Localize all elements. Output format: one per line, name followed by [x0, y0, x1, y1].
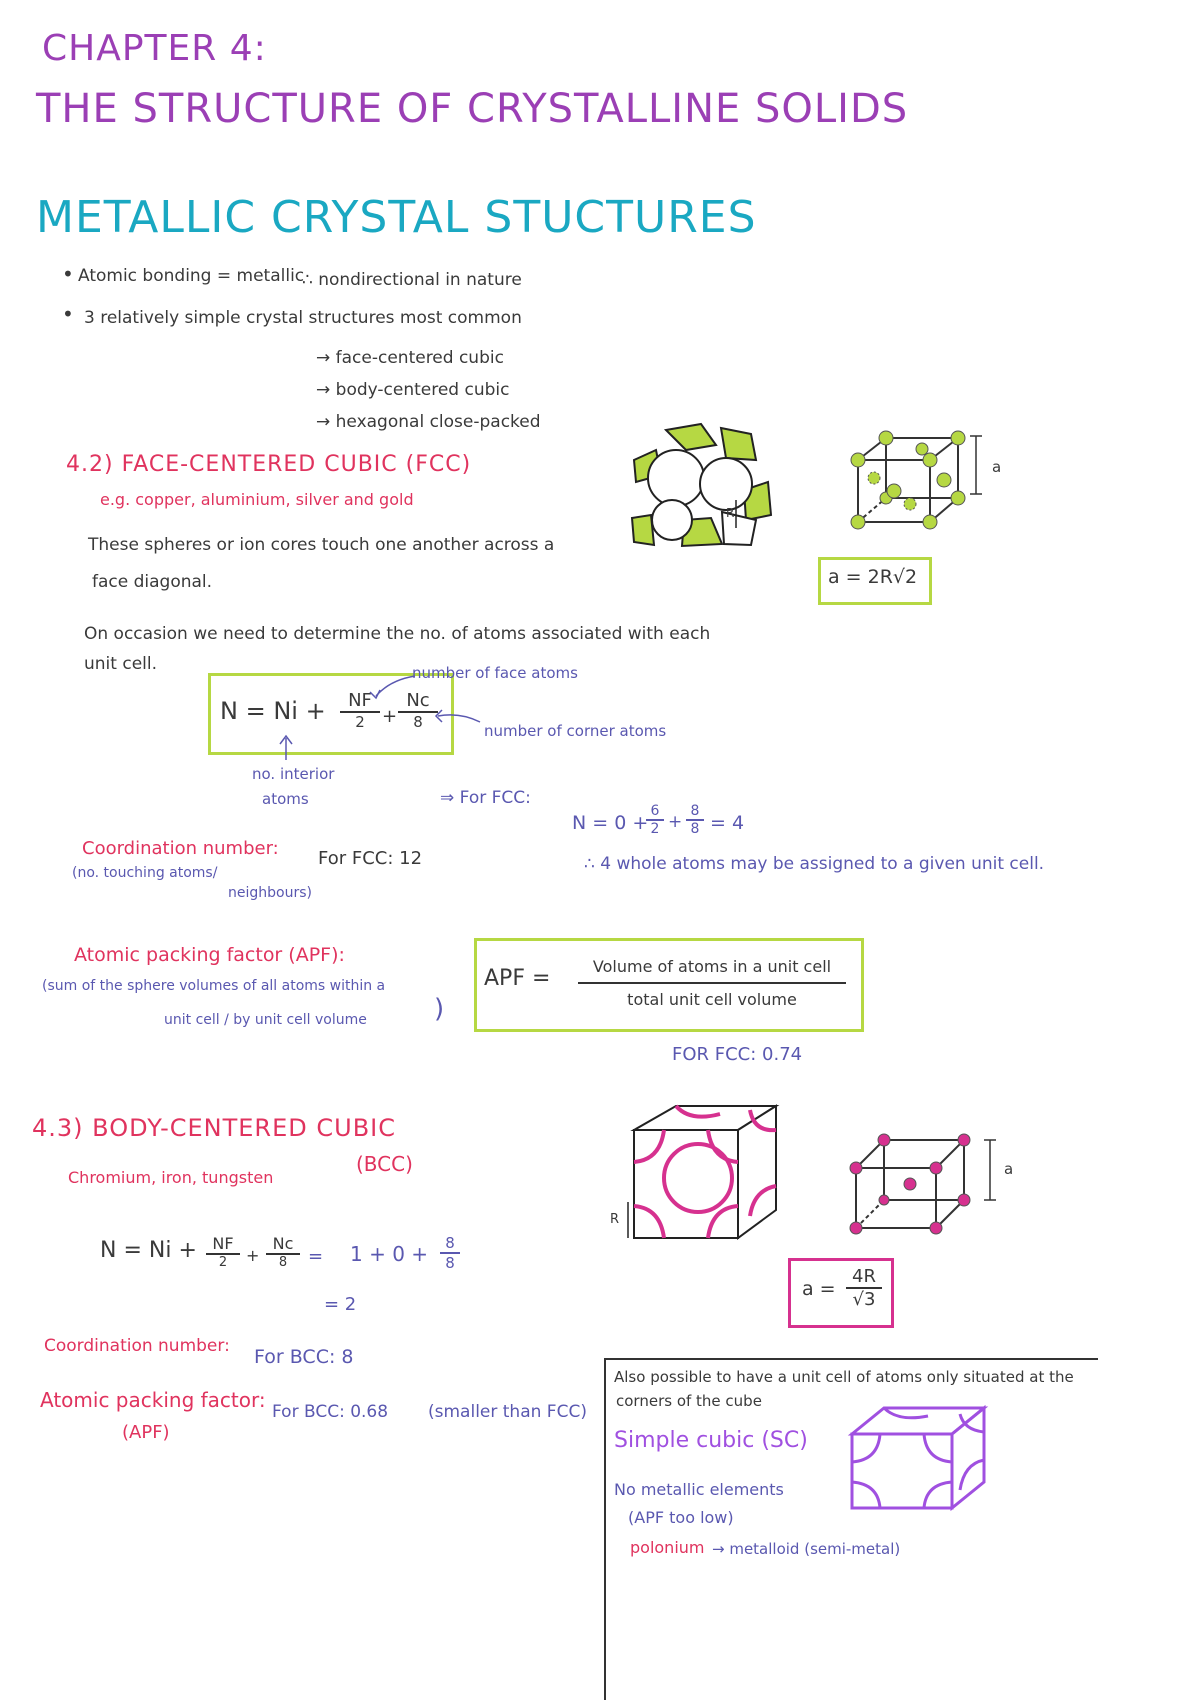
structure-type-bcc: → body-centered cubic	[316, 380, 510, 400]
fcc-coordination-note-line1: (no. touching atoms/	[72, 865, 218, 881]
bullet-nondirectional: ∴ nondirectional in nature	[302, 270, 522, 290]
metallic-heading: METALLIC CRYSTAL STUCTURES	[36, 192, 757, 243]
bullet-structures: 3 relatively simple crystal structures most common	[84, 308, 522, 328]
bcc-apf-label: Atomic packing factor:	[40, 1388, 266, 1412]
formula-face-numerator: NF	[340, 690, 380, 713]
fcc-description-line2: face diagonal.	[92, 572, 213, 592]
structure-type-fcc: → face-centered cubic	[316, 348, 504, 368]
apf-formula-fraction	[578, 957, 846, 1009]
fcc-calc-result: = 4	[710, 812, 745, 834]
bcc-coordination-value: For BCC: 8	[254, 1346, 354, 1368]
sc-heading: Simple cubic (SC)	[614, 1428, 808, 1453]
fcc-apf-label: Atomic packing factor (APF):	[74, 944, 345, 966]
fcc-calc-corner-fraction: $\frac{8}{8}$	[686, 803, 704, 837]
sc-note-line1: No metallic elements	[614, 1480, 784, 1499]
fcc-cell-edge-label: a	[992, 458, 1002, 476]
formula-corner-denominator: 8	[413, 713, 423, 731]
bcc-formula-face-term: NF 2	[206, 1234, 240, 1270]
apf-formula-denominator: total unit cell volume	[627, 990, 797, 1009]
bullet-atomic-bonding: Atomic bonding = metallic	[78, 266, 305, 286]
fcc-sphere-model-drawing	[626, 420, 776, 555]
fcc-examples: e.g. copper, aluminium, silver and gold	[100, 490, 414, 509]
interior-atoms-note-line2: atoms	[262, 790, 309, 808]
bcc-result: = 2	[324, 1294, 357, 1315]
fcc-apf-note-line2: unit cell / by unit cell volume	[164, 1012, 367, 1028]
bcc-formula-corner-term: Nc 8	[266, 1234, 300, 1270]
chapter-title: THE STRUCTURE OF CRYSTALLINE SOLIDS	[36, 86, 909, 132]
fcc-whole-atoms-note: ∴ 4 whole atoms may be assigned to a given unit cell.	[584, 854, 1045, 874]
formula-face-denominator: 2	[355, 713, 365, 731]
bcc-apf-abbr: (APF)	[122, 1422, 170, 1443]
occasion-text-line2: unit cell.	[84, 654, 157, 674]
sc-intro-line2: corners of the cube	[616, 1392, 762, 1410]
apf-formula-lhs: APF =	[484, 966, 551, 991]
structure-type-hcp: → hexagonal close-packed	[316, 412, 541, 432]
fcc-coordination-value: For FCC: 12	[318, 848, 423, 869]
formula-plus: +	[382, 706, 398, 727]
fcc-radius-label: R	[726, 506, 735, 520]
occasion-text-line1: On occasion we need to determine the no. of atoms associated with each	[84, 624, 711, 644]
fcc-apf-note-line1: (sum of the sphere volumes of all atoms within a	[42, 978, 386, 994]
bcc-examples: Chromium, iron, tungsten	[68, 1168, 274, 1187]
face-atoms-note: number of face atoms	[412, 664, 578, 682]
sc-intro-line1: Also possible to have a unit cell of atoms only situated at the	[614, 1368, 1074, 1386]
bcc-formula-plus: +	[246, 1246, 260, 1265]
fcc-calc-face-fraction: $\frac{6}{2}$	[646, 803, 664, 837]
bcc-abbreviation: (BCC)	[356, 1152, 413, 1176]
bcc-cell-edge-label: a	[1004, 1160, 1014, 1178]
fcc-calc-plus: +	[668, 812, 683, 832]
bcc-formula-equals: =	[308, 1246, 324, 1267]
sc-note-line2: (APF too low)	[628, 1508, 734, 1527]
sc-metalloid: → metalloid (semi-metal)	[712, 1540, 901, 1558]
bcc-lattice-fraction: $\frac{4R}{√3}$	[846, 1266, 882, 1310]
formula-corner-numerator: Nc	[398, 690, 438, 713]
bcc-unit-cell-drawing	[848, 1132, 983, 1232]
fcc-calc-lhs: N = 0 +	[572, 812, 649, 834]
bullet-dot: •	[62, 262, 74, 286]
bcc-apf-note: (smaller than FCC)	[428, 1402, 587, 1422]
chapter-label: CHAPTER 4:	[42, 28, 267, 69]
fcc-coordination-note-line2: neighbours)	[228, 885, 312, 901]
bcc-lattice-lhs: a =	[802, 1278, 836, 1300]
fcc-coordination-label: Coordination number:	[82, 838, 279, 859]
bullet-dot: •	[62, 302, 74, 326]
bcc-coordination-label: Coordination number:	[44, 1336, 230, 1356]
fcc-apf-value: FOR FCC: 0.74	[672, 1044, 803, 1065]
fcc-apf-note-close-paren: )	[434, 994, 445, 1024]
sc-polonium: polonium	[630, 1538, 705, 1557]
fcc-lattice-parameter: a = 2R√2	[828, 566, 918, 588]
interior-atoms-note-line1: no. interior	[252, 765, 335, 783]
fcc-unit-cell-drawing	[850, 430, 985, 530]
corner-atoms-note: number of corner atoms	[484, 722, 667, 740]
apf-formula-numerator: Volume of atoms in a unit cell	[578, 957, 846, 984]
bcc-formula-lhs: N = Ni +	[100, 1238, 197, 1263]
formula-lhs: N = Ni +	[220, 697, 326, 725]
fcc-description-line1: These spheres or ion cores touch one another across a	[88, 535, 555, 555]
sc-sphere-model-drawing	[848, 1404, 988, 1514]
bcc-calc-fraction: $\frac{8}{8}$	[440, 1234, 460, 1272]
bcc-calc: 1 + 0 +	[350, 1242, 429, 1266]
for-fcc-arrow: ⇒ For FCC:	[440, 788, 531, 808]
bcc-sphere-model-drawing	[620, 1102, 790, 1252]
bcc-apf-value: For BCC: 0.68	[272, 1402, 389, 1422]
bcc-radius-label: R	[610, 1212, 620, 1227]
fcc-heading: 4.2) FACE-CENTERED CUBIC (FCC)	[66, 452, 472, 477]
bcc-heading: 4.3) BODY-CENTERED CUBIC	[32, 1114, 397, 1142]
